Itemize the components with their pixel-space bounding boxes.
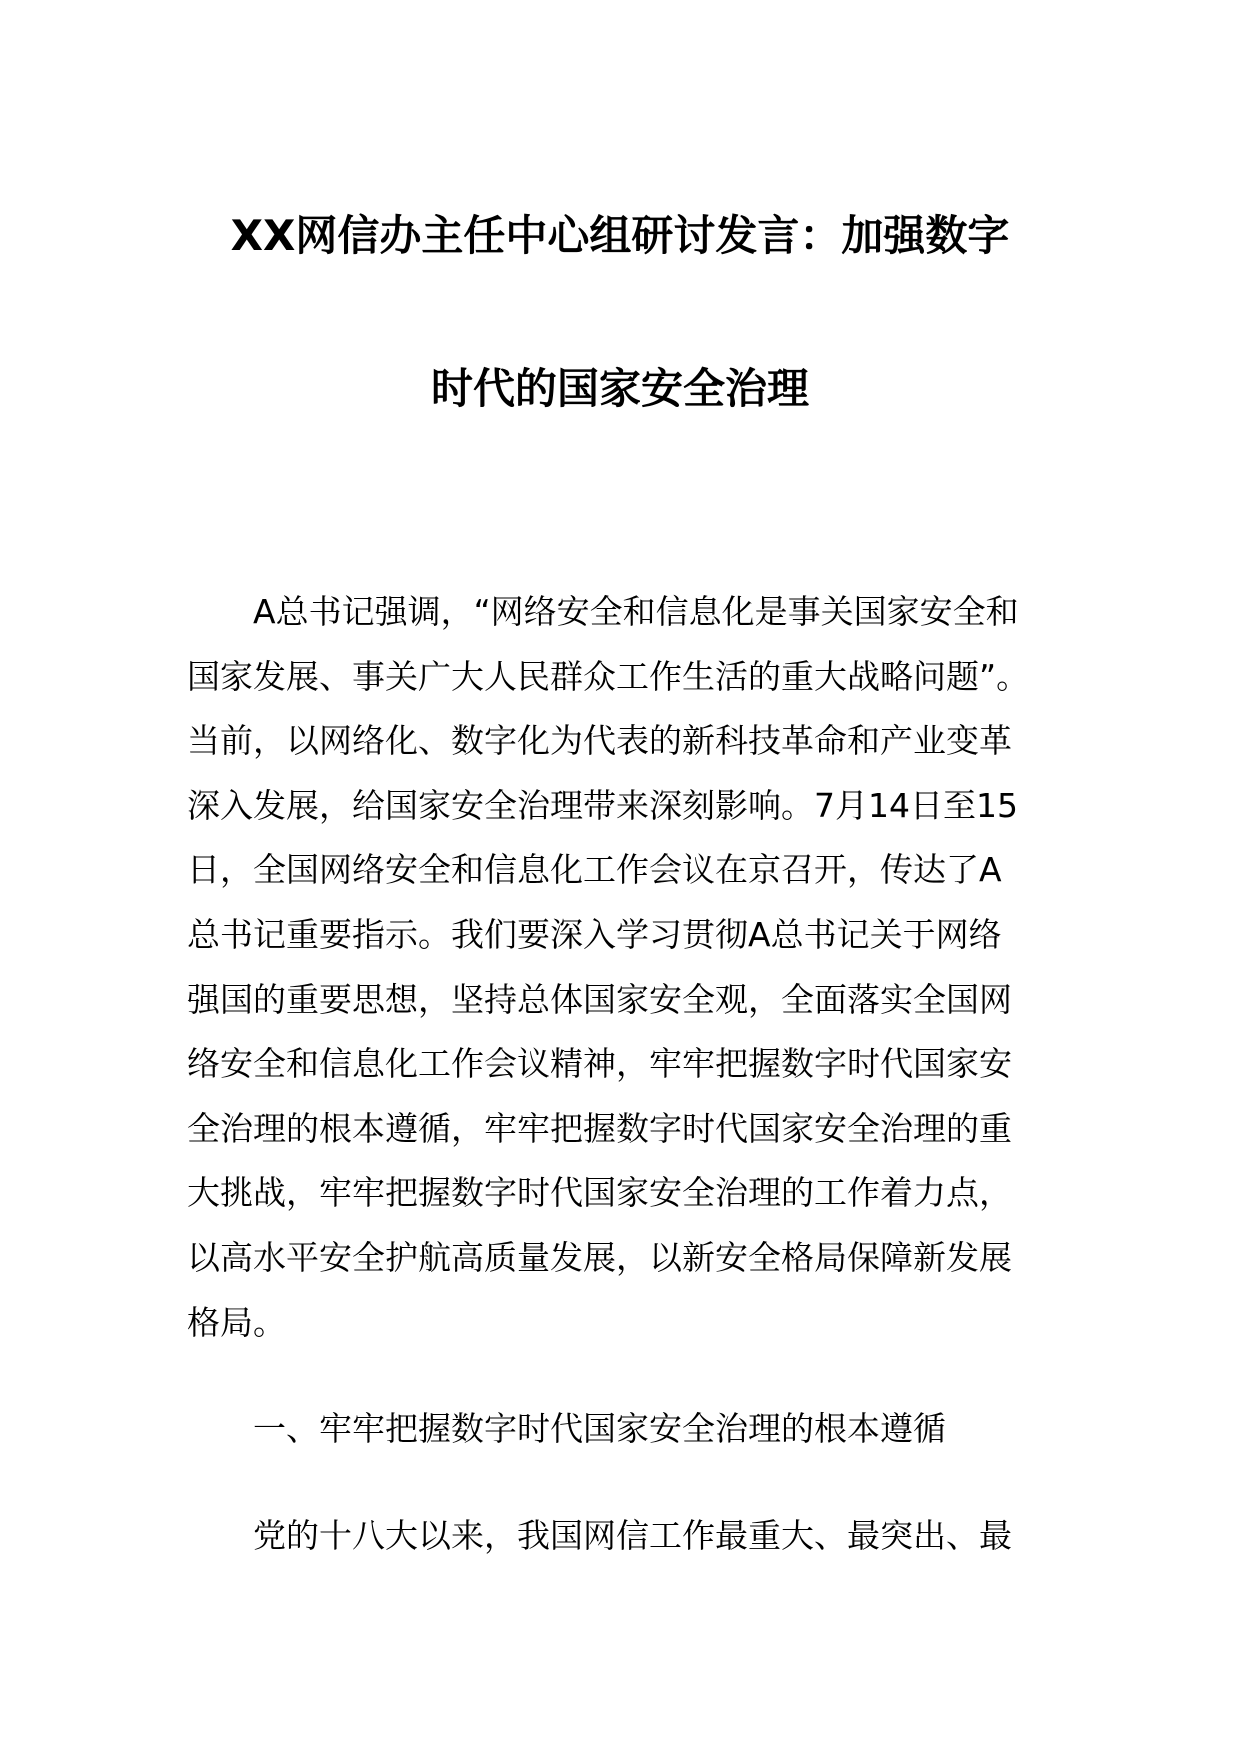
paragraph-line: 深入发展，给国家安全治理带来深刻影响。7月14日至15: [187, 785, 1018, 825]
section-heading-1: 一、牢牢把握数字时代国家安全治理的根本遵循: [253, 1409, 946, 1449]
paragraph-line: 党的十八大以来，我国网信工作最重大、最突出、最: [253, 1515, 1012, 1555]
document-title-line-2: 时代的国家安全治理: [430, 364, 809, 413]
paragraph-line: 格局。: [187, 1302, 286, 1342]
paragraph-line: 当前，以网络化、数字化为代表的新科技革命和产业变革: [187, 721, 1012, 761]
document-title-line-1: XX网信办主任中心组研讨发言：加强数字: [230, 211, 1010, 260]
paragraph-line: A总书记强调，“网络安全和信息化是事关国家安全和: [253, 592, 1019, 631]
paragraph-line: 强国的重要思想，坚持总体国家安全观，全面落实全国网: [187, 979, 1012, 1019]
paragraph-line: 以高水平安全护航高质量发展，以新安全格局保障新发展: [187, 1237, 1012, 1277]
paragraph-line: 国家发展、事关广大人民群众工作生活的重大战略问题”。: [187, 656, 1030, 696]
document-body: [187, 580, 1033, 1568]
paragraph-line: 全治理的根本遵循，牢牢把握数字时代国家安全治理的重: [187, 1108, 1012, 1148]
spacer: [187, 1355, 1033, 1397]
spacer: [187, 1462, 1033, 1504]
paragraph-2: [187, 1504, 1033, 1569]
paragraph-line: 大挑战，牢牢把握数字时代国家安全治理的工作着力点，: [187, 1173, 1012, 1213]
paragraph-line: 总书记重要指示。我们要深入学习贯彻A总书记关于网络: [187, 914, 1002, 954]
paragraph-line: 日，全国网络安全和信息化工作会议在京召开，传达了A: [187, 850, 1002, 890]
paragraph-1: [187, 580, 1033, 1355]
paragraph-line: 络安全和信息化工作会议精神，牢牢把握数字时代国家安: [187, 1044, 1012, 1084]
